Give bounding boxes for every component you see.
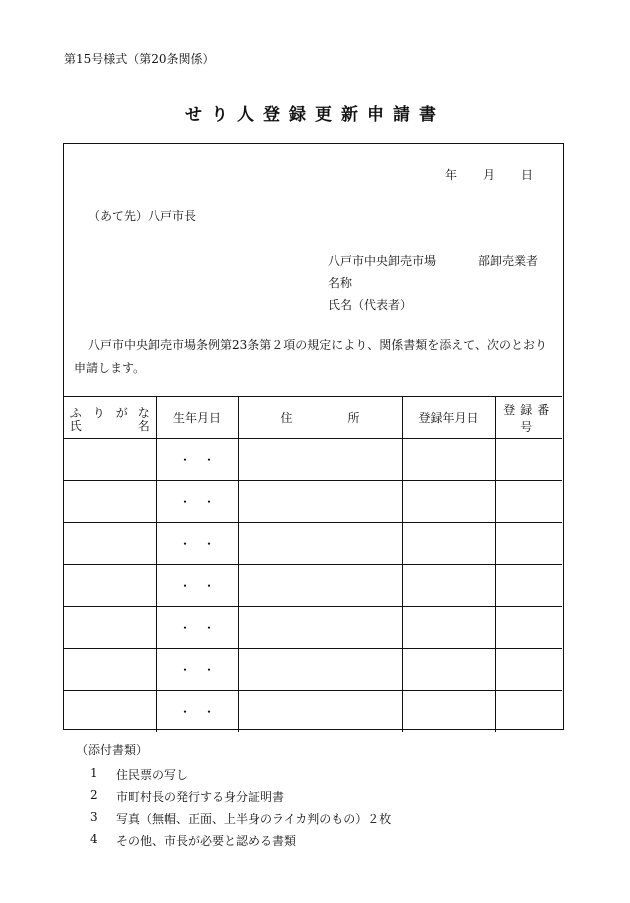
cell-furigana-name[interactable] bbox=[64, 691, 156, 733]
table-row bbox=[64, 649, 562, 691]
furigana-char: が bbox=[115, 405, 128, 420]
name-char: 氏 bbox=[69, 418, 82, 433]
applicant-role: 部卸売業者 bbox=[478, 254, 539, 268]
name-char: 名 bbox=[137, 418, 150, 433]
header-address bbox=[238, 397, 402, 439]
cell-registration-number[interactable] bbox=[495, 481, 562, 523]
cell-birth-date[interactable]: ・ ・ bbox=[156, 565, 238, 607]
attachment-item bbox=[90, 832, 391, 854]
application-frame bbox=[63, 143, 564, 730]
attachment-item bbox=[90, 788, 391, 810]
cell-address[interactable] bbox=[238, 481, 402, 523]
cell-registration-number[interactable] bbox=[495, 439, 562, 481]
cell-registration-date[interactable] bbox=[402, 607, 495, 649]
cell-registration-date[interactable] bbox=[402, 691, 495, 733]
furigana-char: ふ bbox=[69, 405, 82, 420]
table-row bbox=[64, 523, 562, 565]
attachments-heading: （添付書類） bbox=[76, 743, 149, 757]
registration-table bbox=[64, 396, 562, 732]
address-char: 住 bbox=[280, 411, 293, 425]
attachment-text: 市町村長の発行する身分証明書 bbox=[116, 790, 285, 804]
cell-registration-number[interactable] bbox=[495, 691, 562, 733]
cell-birth-date[interactable]: ・ ・ bbox=[156, 439, 238, 481]
cell-registration-number[interactable] bbox=[495, 565, 562, 607]
date-day-label: 日 bbox=[520, 168, 533, 182]
cell-registration-number[interactable] bbox=[495, 607, 562, 649]
attachment-item bbox=[90, 766, 391, 788]
cell-address[interactable] bbox=[238, 439, 402, 481]
cell-address[interactable] bbox=[238, 691, 402, 733]
attachment-number: 2 bbox=[90, 788, 98, 802]
cell-address[interactable] bbox=[238, 523, 402, 565]
date-line bbox=[445, 166, 533, 183]
applicant-name-label: 名称 bbox=[328, 276, 353, 290]
table-row bbox=[64, 607, 562, 649]
cell-registration-date[interactable] bbox=[402, 649, 495, 691]
attachment-number: 4 bbox=[90, 832, 98, 846]
form-number: 第15号様式（第20条関係） bbox=[64, 52, 215, 66]
cell-furigana-name[interactable] bbox=[64, 439, 156, 481]
table-header-row bbox=[64, 397, 562, 439]
header-furigana-name bbox=[64, 397, 156, 439]
cell-address[interactable] bbox=[238, 607, 402, 649]
cell-furigana-name[interactable] bbox=[64, 649, 156, 691]
cell-registration-date[interactable] bbox=[402, 481, 495, 523]
cell-address[interactable] bbox=[238, 565, 402, 607]
page-title: せり人登録更新申請書 bbox=[185, 105, 445, 125]
cell-birth-date[interactable]: ・ ・ bbox=[156, 607, 238, 649]
addressee: （あて先）八戸市長 bbox=[88, 209, 197, 223]
table-row bbox=[64, 691, 562, 733]
attachment-text: その他、市長が必要と認める書類 bbox=[116, 834, 297, 848]
cell-registration-date[interactable] bbox=[402, 439, 495, 481]
cell-birth-date[interactable]: ・ ・ bbox=[156, 481, 238, 523]
cell-registration-number[interactable] bbox=[495, 649, 562, 691]
attachment-text: 写真（無帽、正面、上半身のライカ判のもの）２枚 bbox=[116, 812, 392, 826]
statement-text: 八戸市中央卸売市場条例第23条第２項の規定により、関係書類を添えて、次のとおり申請します。 bbox=[74, 338, 548, 375]
table-row bbox=[64, 481, 562, 523]
cell-furigana-name[interactable] bbox=[64, 481, 156, 523]
attachment-number: 3 bbox=[90, 810, 98, 824]
attachments-section bbox=[76, 741, 391, 854]
cell-furigana-name[interactable] bbox=[64, 565, 156, 607]
cell-registration-date[interactable] bbox=[402, 523, 495, 565]
attachment-number: 1 bbox=[90, 766, 98, 780]
cell-furigana-name[interactable] bbox=[64, 607, 156, 649]
cell-registration-number[interactable] bbox=[495, 523, 562, 565]
header-registration-date: 登録年月日 bbox=[402, 397, 495, 439]
table-row bbox=[64, 565, 562, 607]
applicant-market: 八戸市中央卸売市場 bbox=[328, 254, 437, 268]
furigana-char: な bbox=[137, 405, 150, 420]
header-registration-number: 登録番号 bbox=[495, 397, 562, 439]
cell-registration-date[interactable] bbox=[402, 565, 495, 607]
date-year-label: 年 bbox=[444, 168, 457, 182]
address-char: 所 bbox=[347, 411, 360, 425]
cell-address[interactable] bbox=[238, 649, 402, 691]
cell-furigana-name[interactable] bbox=[64, 523, 156, 565]
attachment-text: 住民票の写し bbox=[116, 768, 189, 782]
cell-birth-date[interactable]: ・ ・ bbox=[156, 691, 238, 733]
date-month-label: 月 bbox=[482, 168, 495, 182]
header-birth-date: 生年月日 bbox=[156, 397, 238, 439]
applicant-representative-label: 氏名（代表者） bbox=[328, 298, 413, 312]
applicant-block bbox=[328, 250, 539, 316]
cell-birth-date[interactable]: ・ ・ bbox=[156, 523, 238, 565]
cell-birth-date[interactable]: ・ ・ bbox=[156, 649, 238, 691]
attachment-item bbox=[90, 810, 391, 832]
table-row bbox=[64, 439, 562, 481]
furigana-char: り bbox=[92, 405, 105, 420]
